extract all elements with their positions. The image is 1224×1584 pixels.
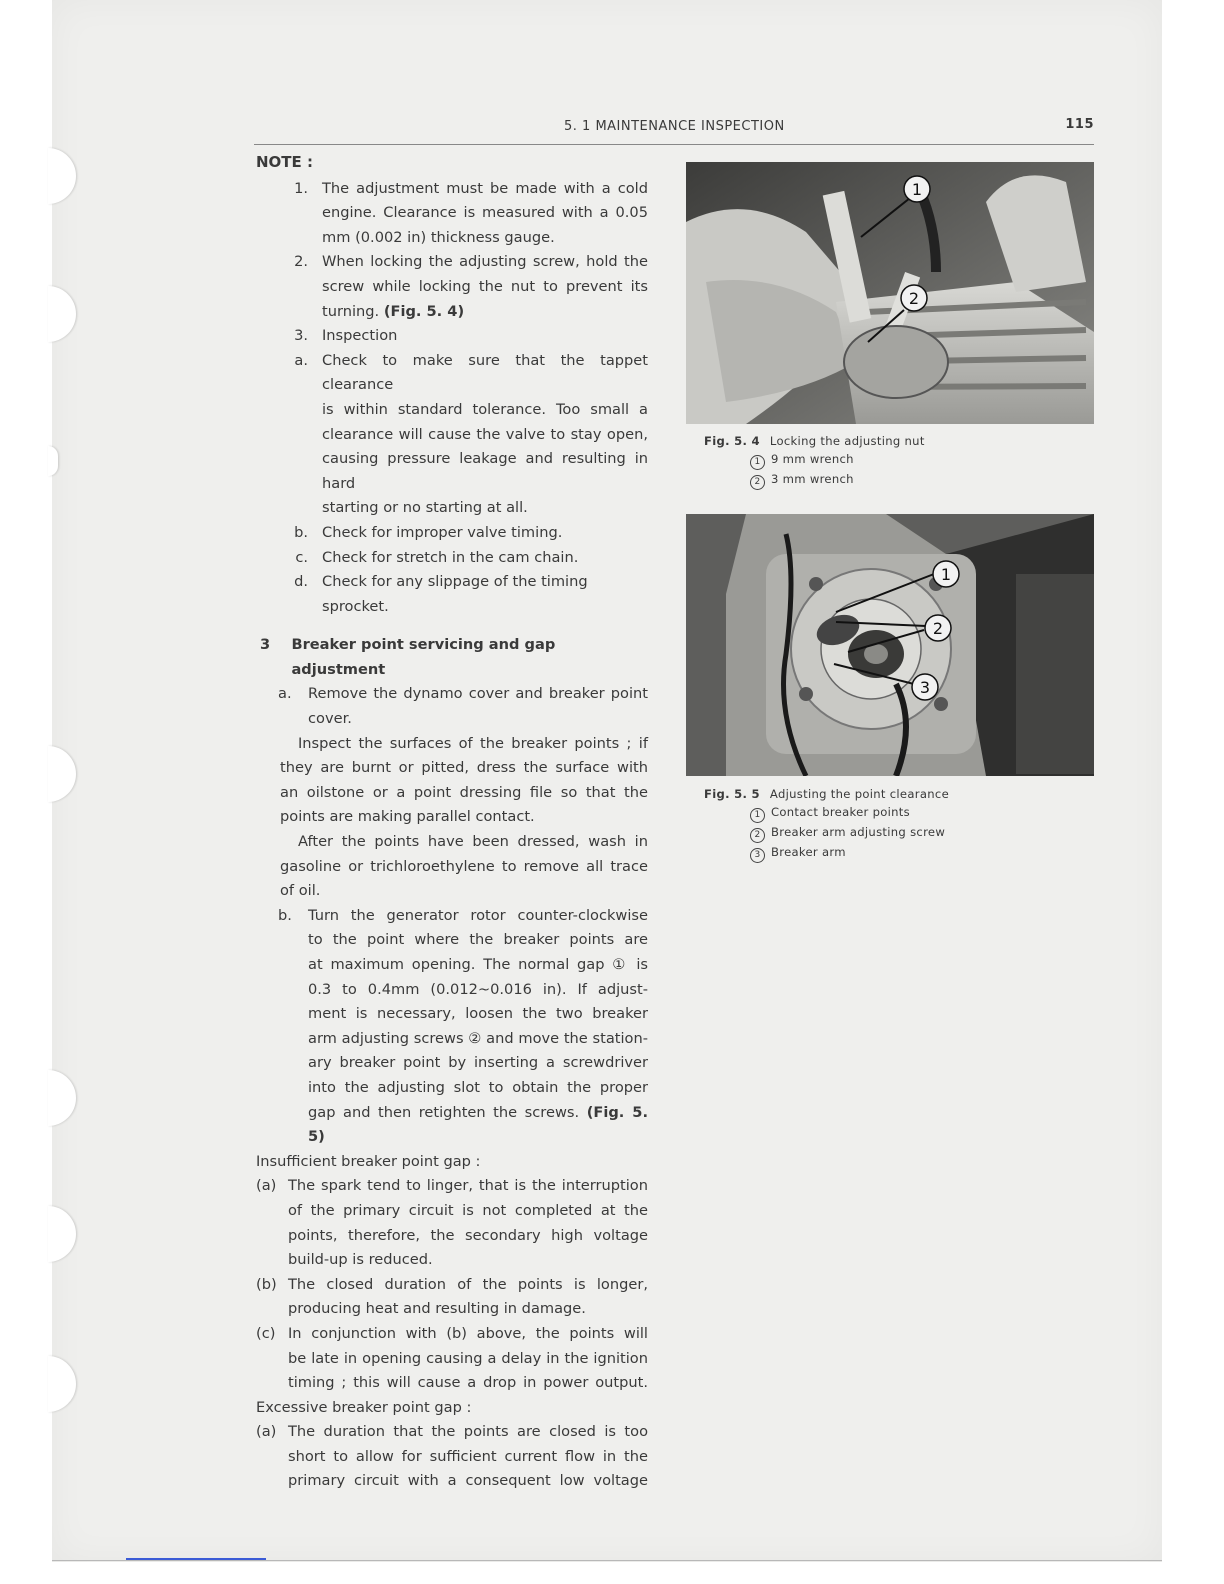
figure-title: Adjusting the point clearance [769, 787, 950, 801]
text-line: is within standard tolerance. Too small a [322, 400, 648, 418]
text-line: 0.3 to 0.4mm (0.012~0.016 in). If adjust- [308, 980, 648, 998]
section-title: 5. 1 MAINTENANCE INSPECTION [564, 119, 785, 134]
item-number: 1. [294, 179, 308, 197]
caption-item [750, 843, 949, 863]
subheading: Excessive breaker point gap : [256, 1398, 472, 1416]
text-line: Check for improper valve timing. [322, 523, 563, 541]
list-item [256, 1174, 648, 1272]
text-line: screw while locking the nut to prevent its [322, 277, 648, 295]
callout-2: 2 [932, 619, 944, 638]
link-underline [126, 1558, 266, 1560]
list-item [256, 1322, 648, 1396]
item-number: a. [278, 685, 292, 703]
text-line: primary circuit with a consequent low voltage [288, 1472, 648, 1490]
engine-head-illustration [686, 162, 1094, 424]
figure-reference: (Fig. 5. 4) [383, 302, 465, 320]
text-line: of the primary circuit is not completed at the [288, 1201, 648, 1219]
text-line: arm adjusting screws ② and move the station- [308, 1029, 648, 1047]
breaker-item [256, 682, 648, 731]
section-heading [256, 633, 648, 682]
caption-item-text: 9 mm wrench [771, 452, 854, 466]
breaker-plate-illustration [686, 514, 1094, 776]
item-number: b. [278, 906, 292, 924]
text-line [308, 1101, 648, 1150]
text-line: Check for stretch in the cam chain. [322, 548, 579, 566]
circled-number: 1 [750, 808, 765, 823]
item-number: (c) [256, 1324, 276, 1342]
text-line: engine. Clearance is measured with a 0.05 [322, 204, 648, 222]
text-fragment: gap and then retighten the screws. [308, 1103, 580, 1121]
figure-5-5-photo [686, 514, 1094, 776]
text-line: starting or no starting at all. [322, 499, 528, 517]
text-line: to the point where the breaker points are [308, 931, 648, 949]
circled-number: 2 [750, 828, 765, 843]
subheading: Insufficient breaker point gap : [256, 1152, 481, 1170]
callout-1: 1 [940, 565, 952, 584]
figure-label: Fig. 5. 5 [704, 787, 760, 801]
item-number: (a) [256, 1177, 277, 1195]
text-line: ary breaker point by inserting a screwdriver [308, 1054, 648, 1072]
page-bottom-rule [52, 1560, 1162, 1561]
text-line: points are making parallel contact. [280, 808, 535, 826]
item-number: b. [294, 523, 308, 541]
caption-item-text: Contact breaker points [771, 805, 910, 819]
text-fragment: turning. [322, 302, 380, 320]
figure-5-5-caption [704, 785, 949, 863]
text-line: of oil. [280, 882, 321, 900]
text-line: producing heat and resulting in damage. [288, 1300, 586, 1318]
text-line: gasoline or trichloroethylene to remove all trace [280, 857, 648, 875]
figure-label: Fig. 5. 4 [704, 434, 760, 448]
inspection-item [256, 349, 648, 521]
caption-item [750, 823, 949, 843]
text-line: Check to make sure that the tappet clearance [322, 351, 648, 394]
text-line: they are burnt or pitted, dress the surface with [280, 759, 648, 777]
text-line: cover. [308, 710, 352, 728]
figure-5-4-photo [686, 162, 1094, 424]
text-line: points, therefore, the secondary high voltage [288, 1226, 648, 1244]
inspection-heading [256, 324, 648, 349]
text-line: clearance will cause the valve to stay open, [322, 425, 648, 443]
text-line: The spark tend to linger, that is the interruption [288, 1177, 648, 1195]
text-line: an oilstone or a point dressing file so that the [280, 783, 648, 801]
inspection-item [256, 521, 648, 546]
text-line: The adjustment must be made with a cold [322, 179, 648, 197]
text-line: be late in opening causing a delay in the ignition [288, 1349, 648, 1367]
callout-1: 1 [911, 180, 923, 199]
section-number: 3 [260, 636, 271, 654]
item-number: d. [294, 573, 308, 591]
breaker-item [256, 904, 648, 1150]
text-line: In conjunction with (b) above, the points will [288, 1324, 648, 1342]
callout-3: 3 [919, 678, 931, 697]
text-line: Check for any slippage of the timing sprocket. [322, 573, 588, 615]
text-line: The closed duration of the points is longer, [288, 1275, 648, 1293]
note-title: NOTE : [256, 153, 314, 171]
caption-item [750, 450, 925, 470]
item-number: 2. [294, 253, 308, 271]
callout-2: 2 [908, 289, 920, 308]
text-line: ment is necessary, loosen the two breaker [308, 1005, 648, 1023]
page-number: 115 [1065, 117, 1094, 132]
text-line: build-up is reduced. [288, 1251, 433, 1269]
text-line: short to allow for sufficient current flow in the [288, 1447, 648, 1465]
figure-title: Locking the adjusting nut [769, 434, 925, 448]
text-line: Inspect the surfaces of the breaker points ; if [298, 734, 648, 752]
circled-number: 2 [750, 475, 765, 490]
text-line: After the points have been dressed, wash in [298, 833, 648, 851]
item-number: c. [295, 548, 308, 566]
item-number: 3. [294, 327, 308, 345]
item-number: (a) [256, 1423, 277, 1441]
note-item [256, 177, 648, 251]
inspection-item [256, 570, 648, 619]
text-line: Turn the generator rotor counter-clockwise [308, 906, 648, 924]
text-line [322, 300, 648, 325]
circled-number: 3 [750, 848, 765, 863]
note-item [256, 250, 648, 324]
text-line: Remove the dynamo cover and breaker point [308, 685, 648, 703]
page-header [254, 116, 1094, 145]
paragraph [280, 732, 648, 904]
text-line: mm (0.002 in) thickness gauge. [322, 228, 555, 246]
text-line: When locking the adjusting screw, hold the [322, 253, 648, 271]
circled-number: 1 [750, 455, 765, 470]
text-line: Inspection [322, 327, 398, 345]
main-text-column [256, 150, 648, 1494]
text-line: The duration that the points are closed is too [288, 1423, 648, 1441]
item-number: a. [294, 351, 308, 369]
text-line: timing ; this will cause a drop in power output. [288, 1374, 648, 1392]
caption-item-text: Breaker arm [771, 845, 846, 859]
caption-item [750, 470, 925, 490]
text-line: at maximum opening. The normal gap ① is [308, 956, 648, 973]
text-line: into the adjusting slot to obtain the proper [308, 1078, 648, 1096]
inspection-item [256, 546, 648, 571]
figure-5-4-caption [704, 432, 925, 490]
caption-item [750, 803, 949, 823]
list-item [256, 1420, 648, 1494]
caption-item-text: Breaker arm adjusting screw [771, 825, 946, 839]
text-line: causing pressure leakage and resulting in hard [322, 450, 648, 492]
item-number: (b) [256, 1275, 277, 1293]
figure-reference: (Fig. 5. 5) [308, 1103, 648, 1146]
caption-item-text: 3 mm wrench [771, 472, 854, 486]
list-item [256, 1273, 648, 1322]
section-heading-text: Breaker point servicing and gap adjustment [291, 636, 556, 678]
